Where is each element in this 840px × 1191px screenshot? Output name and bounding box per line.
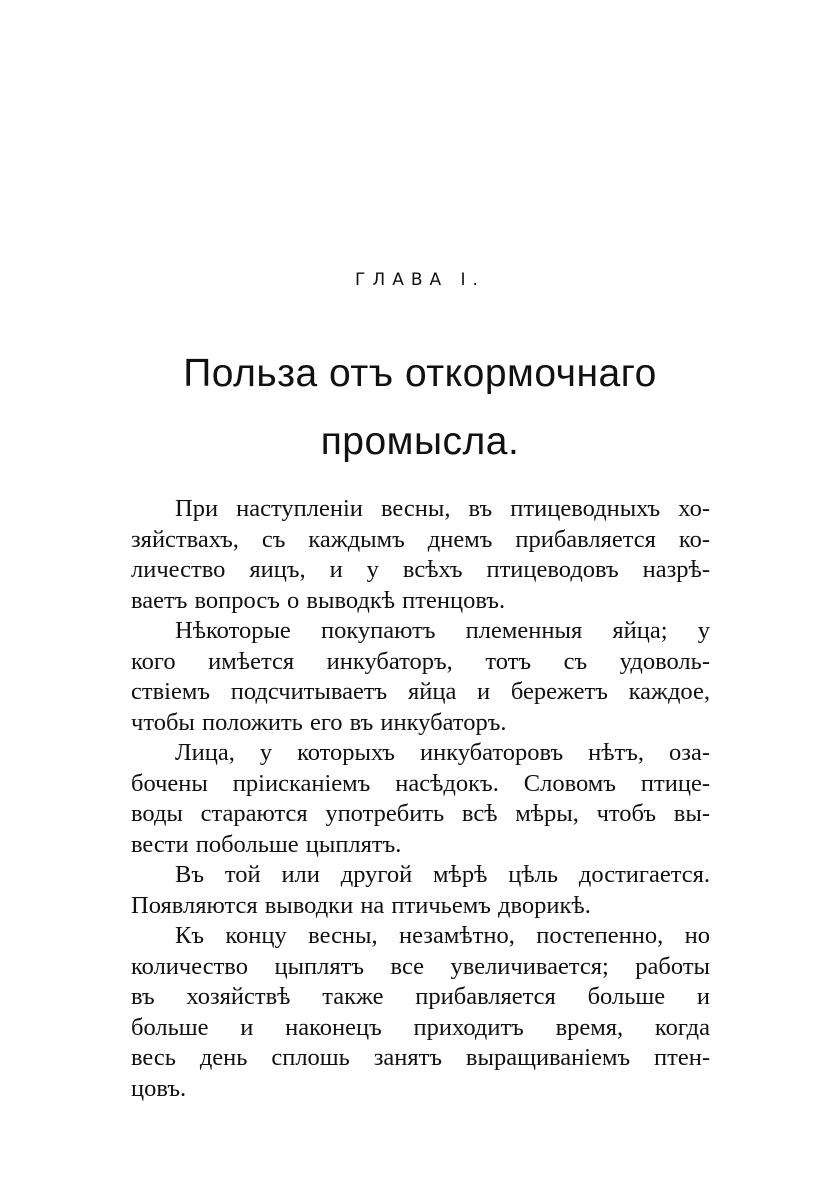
body-text [131,494,710,1104]
text-line: воды стараются употребить всѣ мѣры, чтобъ вы- [131,800,710,827]
text-line: весь день сплошь занятъ выращиваніемъ птен- [131,1044,710,1071]
text-line: личество яицъ, и у всѣхъ птицеводовъ назрѣ- [131,556,710,583]
text-line: больше и наконецъ приходитъ время, когда [131,1013,710,1041]
text-line: Къ концу весны, незамѣтно, постепенно, но [175,922,710,949]
text-line: ствіемъ подсчитываетъ яйца и бережетъ каждое, [131,678,710,705]
text-line: Лица, у которыхъ инкубаторовъ нѣтъ, оза- [175,739,710,766]
text-line: бочены пріисканіемъ насѣдокъ. Словомъ птице- [131,769,710,797]
text-line: Появляются выводки на птичьемъ дворикѣ. [131,891,591,919]
text-line: Въ той или другой мѣрѣ цѣль достигается. [175,861,710,888]
text-line: вести побольше цыплятъ. [131,830,402,858]
text-line: въ хозяйствѣ также прибавляется больше и [131,983,710,1010]
text-line: кого имѣется инкубаторъ, тотъ съ удоволь- [131,647,710,675]
text-line: При наступленіи весны, въ птицеводныхъ хо- [175,495,710,522]
text-line: чтобы положить его въ инкубаторъ. [131,708,507,736]
text-line: Нѣкоторые покупаютъ племенныя яйца; у [175,617,710,644]
chapter-title [0,340,840,476]
text-line: цовъ. [131,1074,187,1102]
text-line: ваетъ вопросъ о выводкѣ птенцовъ. [131,586,506,614]
text-line: зяйствахъ, съ каждымъ днемъ прибавляется ко- [131,525,710,553]
text-line: количество цыплятъ все увеличивается; работы [131,952,710,980]
chapter-title-line-2: промысла. [320,420,520,463]
chapter-title-line-1: Польза отъ откормочнаго [183,352,657,395]
chapter-label: ГЛАВА I. [355,270,485,290]
